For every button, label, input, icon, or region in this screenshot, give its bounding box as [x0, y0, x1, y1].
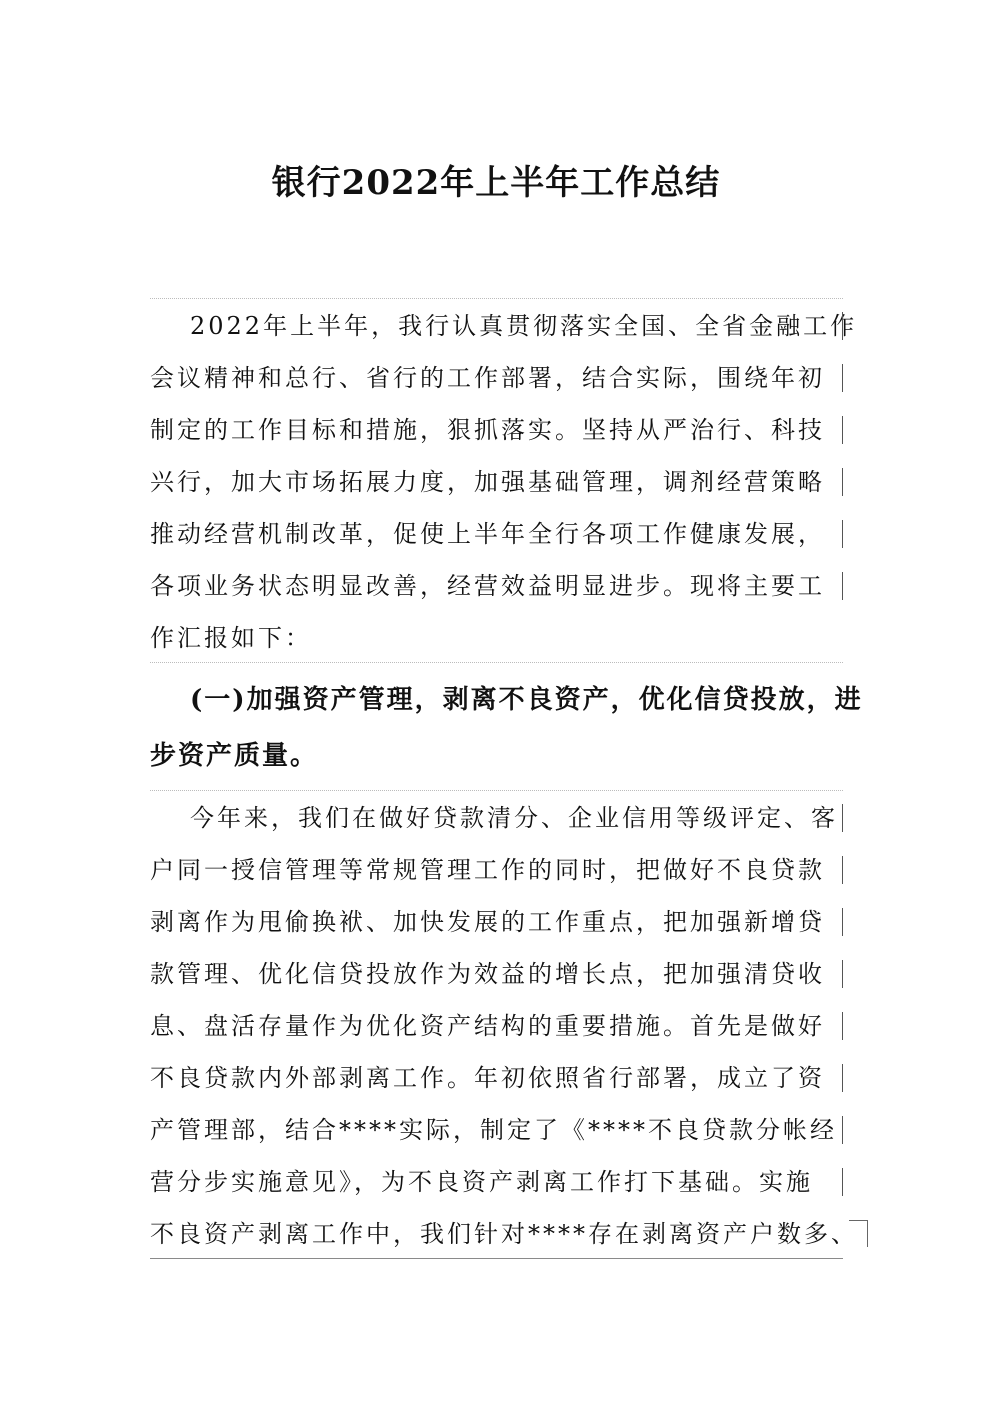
intro-line: 各项业务状态明显改善，经营效益明显进步。现将主要工 [150, 560, 843, 612]
body-line: 款管理、优化信贷投放作为效益的增长点，把加强清贷收 [150, 948, 843, 1000]
page-bottom-rule [150, 1258, 843, 1259]
body-line: 息、盘活存量作为优化资产结构的重要措施。首先是做好 [150, 1000, 843, 1052]
section-heading-line: 步资产质量。 [150, 741, 319, 771]
page-corner-mark [849, 1220, 868, 1247]
body-line: 营分步实施意见》，为不良资产剥离工作打下基础。实施 [150, 1156, 843, 1208]
paragraph-separator-rule [150, 662, 843, 663]
paragraph-separator-rule [150, 790, 843, 791]
intro-paragraph [150, 300, 858, 664]
body-line: 产管理部，结合****实际，制定了《****不良贷款分帐经 [150, 1104, 843, 1156]
intro-line: 2022年上半年，我行认真贯彻落实全国、全省金融工作 [150, 300, 843, 352]
body-line: 今年来，我们在做好贷款清分、企业信用等级评定、客 [150, 792, 843, 844]
section-heading-line: (一)加强资产管理，剥离不良资产，优化信贷投放，进 [190, 685, 863, 715]
section1-heading [150, 672, 863, 784]
body-line: 剥离作为甩偷换袱、加快发展的工作重点，把加强新增贷 [150, 896, 843, 948]
intro-line: 推动经营机制改革，促使上半年全行各项工作健康发展， [150, 508, 843, 560]
body-line: 不良贷款内外部剥离工作。年初依照省行部署，成立了资 [150, 1052, 843, 1104]
intro-line: 会议精神和总行、省行的工作部署，结合实际，围绕年初 [150, 352, 843, 404]
body-line: 户同一授信管理等常规管理工作的同时，把做好不良贷款 [150, 844, 843, 896]
intro-line: 作汇报如下： [150, 624, 312, 652]
body-line: 不良资产剥离工作中，我们针对****存在剥离资产户数多、 [150, 1220, 858, 1248]
intro-line: 兴行，加大市场拓展力度，加强基础管理，调剂经营策略 [150, 456, 843, 508]
section1-body-paragraph [150, 792, 858, 1260]
document-title: 银行2022年上半年工作总结 [271, 163, 721, 203]
paragraph-top-rule [150, 298, 843, 299]
intro-line: 制定的工作目标和措施，狠抓落实。坚持从严治行、科技 [150, 404, 843, 456]
